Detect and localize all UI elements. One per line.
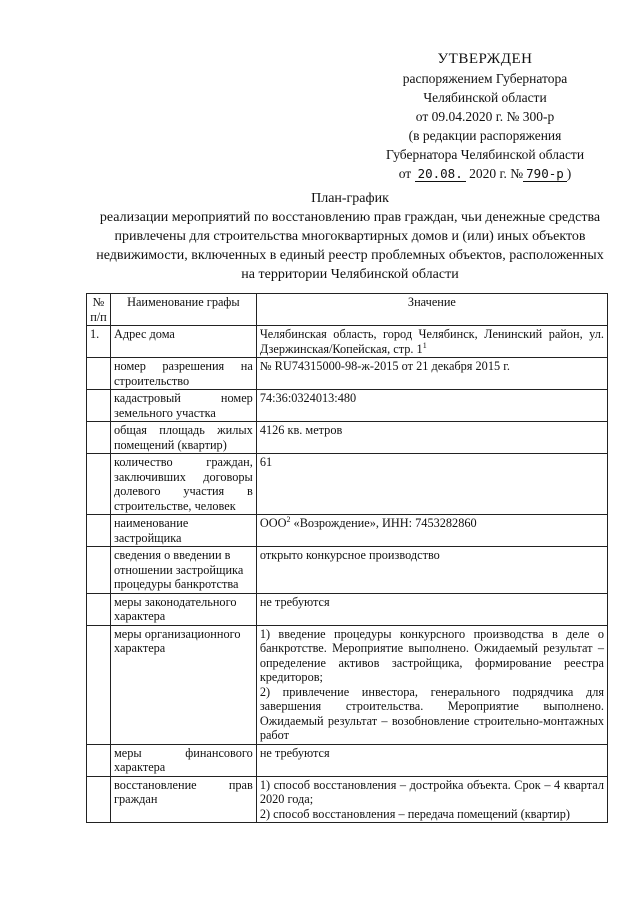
approval-title: УТВЕРЖДЕН: [437, 51, 533, 67]
document-heading: [90, 189, 610, 284]
approval-line: Челябинской области: [423, 90, 547, 105]
row-value: 74:36:0324013:480: [256, 390, 607, 422]
row-number: 1.: [87, 326, 111, 358]
row-value: [256, 776, 607, 823]
approval-line: от 09.04.2020 г. № 300-р: [415, 109, 555, 124]
header-number: № п/п: [87, 294, 111, 326]
row-name: Адрес дома: [110, 326, 256, 358]
row-value: 4126 кв. метров: [256, 422, 607, 454]
row-number: [87, 454, 111, 515]
approval-amendment-line: [360, 164, 610, 183]
table-row: [87, 515, 608, 547]
row-value: [256, 326, 607, 358]
row-value: [256, 515, 607, 547]
developer-text: «Возрождение», ИНН: 7453282860: [290, 516, 477, 530]
row-number: [87, 593, 111, 625]
plan-table: [86, 293, 608, 823]
row-name: меры законодательного характера: [110, 593, 256, 625]
row-value: [256, 625, 607, 744]
table-row: [87, 625, 608, 744]
footnote-mark: 2: [286, 514, 291, 524]
row-name: сведения о введении в отношении застройщика процедуры банкротства: [110, 547, 256, 594]
approval-date-prefix: от: [398, 166, 412, 181]
row-number: [87, 422, 111, 454]
measure-item: 1) способ восстановления – достройка объекта. Срок – 4 квартал 2020 года;: [259, 777, 604, 806]
table-row: [87, 593, 608, 625]
row-name: количество граждан, заключивших договоры долевого участия в строительстве, человек: [110, 454, 256, 515]
row-number: [87, 515, 111, 547]
row-name: меры финансового характера: [110, 744, 256, 776]
approval-line: (в редакции распоряжения: [408, 128, 562, 143]
table-row: [87, 547, 608, 594]
header-name: Наименование графы: [110, 294, 256, 326]
table-row: [87, 744, 608, 776]
approval-stamp: [360, 50, 610, 183]
table-row: [87, 776, 608, 823]
row-value: № RU74315000-98-ж-2015 от 21 декабря 2015 г.: [256, 358, 607, 390]
row-name: номер разрешения на строительство: [110, 358, 256, 390]
document-title: План-график: [311, 191, 389, 206]
approval-number: 790-р: [523, 166, 567, 182]
row-value: открыто конкурсное производство: [256, 547, 607, 594]
table-row: [87, 390, 608, 422]
row-number: [87, 744, 111, 776]
row-number: [87, 625, 111, 744]
approval-line: Губернатора Челябинской области: [385, 147, 585, 162]
table-header-row: [87, 294, 608, 326]
approval-date: 20.08.: [415, 166, 466, 182]
measure-item: 1) введение процедуры конкурсного производства в деле о банкротстве. Мероприятие выполнено. Ожидаемый результат – определение активов застройщика, формирование реестра кредиторов;: [259, 626, 604, 684]
row-name: восстановление прав граждан: [110, 776, 256, 823]
header-value: Значение: [256, 294, 607, 326]
row-name: наименование застройщика: [110, 515, 256, 547]
measure-item: 2) привлечение инвестора, генерального подрядчика для завершения строительства. Мероприятие выполнено. Ожидаемый результат – возобновление строительно-монтажных работ: [259, 684, 604, 742]
table-row: [87, 358, 608, 390]
row-number: [87, 358, 111, 390]
measure-item: 2) способ восстановления – передача помещений (квартир): [259, 806, 570, 821]
approval-line: распоряжением Губернатора: [402, 71, 568, 86]
row-number: [87, 547, 111, 594]
address-text: Челябинская область, город Челябинск, Ленинский район, ул. Дзержинская/Копейская, стр. 1: [259, 327, 604, 356]
developer-prefix: ООО: [259, 516, 287, 530]
row-value: не требуются: [256, 593, 607, 625]
approval-number-label: 2020 г. №: [469, 166, 524, 181]
footnote-mark: 1: [422, 340, 427, 350]
row-name: общая площадь жилых помещений (квартир): [110, 422, 256, 454]
row-value: 61: [256, 454, 607, 515]
approval-close-paren: ): [566, 166, 572, 181]
row-number: [87, 776, 111, 823]
document-subtitle: реализации мероприятий по восстановлению прав граждан, чьи денежные средства привлечены для строительства многоквартирных домов и (или) иных объектов недвижимости, включенных в единый реестр проблемных объектов, расположенных на территории Челябинской области: [96, 210, 604, 282]
table-row: [87, 454, 608, 515]
row-name: меры организационного характера: [110, 625, 256, 744]
table-row: [87, 326, 608, 358]
table-row: [87, 422, 608, 454]
row-value: не требуются: [256, 744, 607, 776]
row-number: [87, 390, 111, 422]
row-name: кадастровый номер земельного участка: [110, 390, 256, 422]
